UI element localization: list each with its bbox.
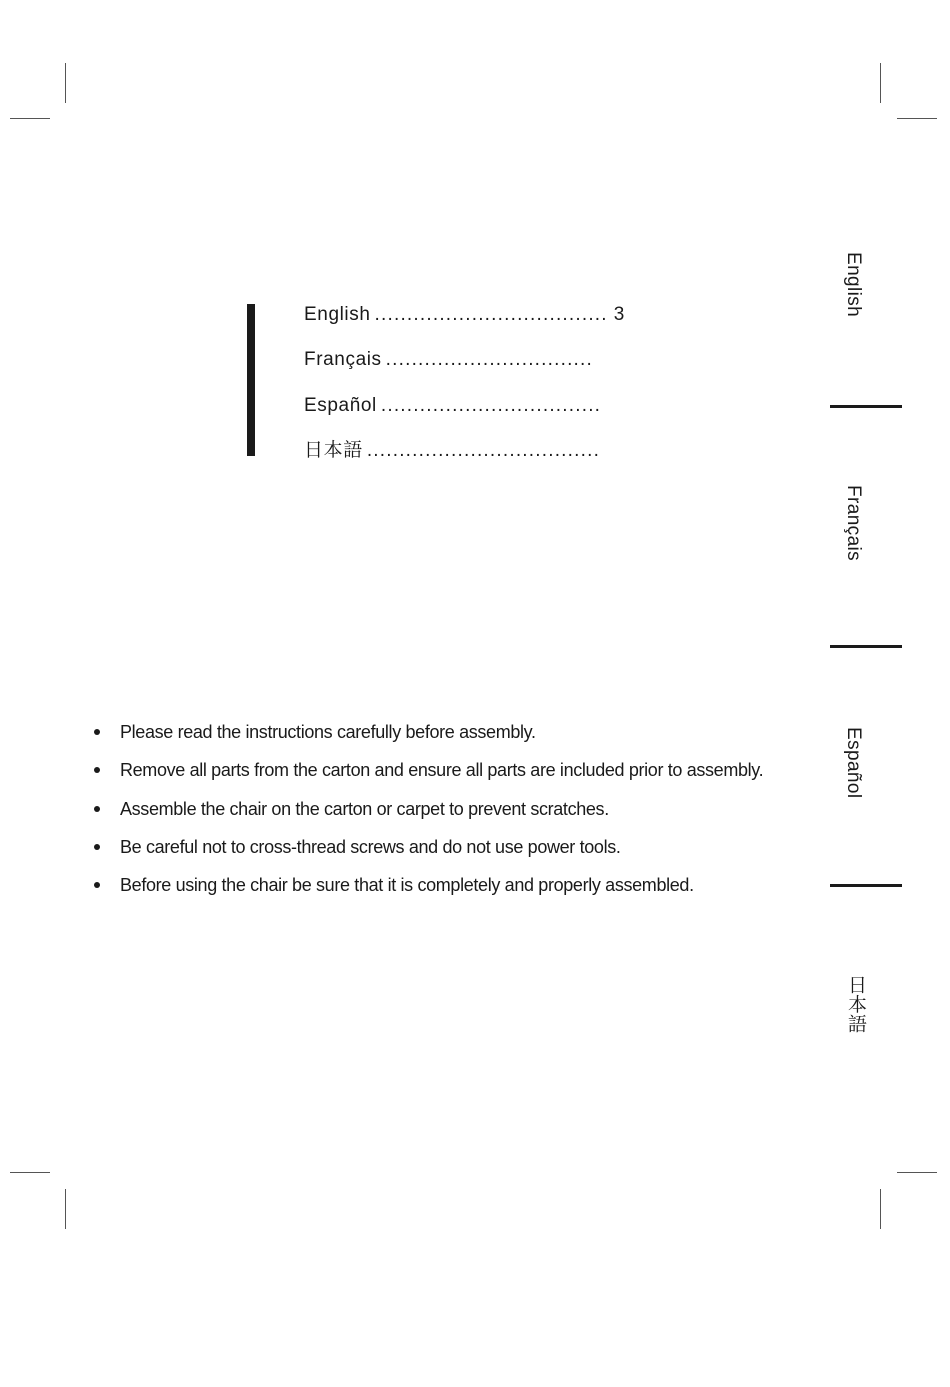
bullet-icon [94,729,100,735]
list-item [92,872,763,910]
toc-entry-leader: .................................... [366,440,601,461]
crop-mark-top-right-vertical [880,63,881,103]
side-tab-english[interactable]: English [843,252,864,318]
toc-entry-label: Français [304,349,382,370]
toc-entry-english[interactable] [304,300,625,326]
side-tab-divider [830,884,902,887]
toc-entry-label: English [304,304,371,325]
toc-entry-leader: .................................... [374,304,608,325]
note-text: Before using the chair be sure that it is completely and properly assembled. [120,875,694,896]
bullet-icon [94,806,100,812]
toc-entry-leader: ................................ [385,349,593,370]
crop-mark-top-left-horizontal [10,118,50,119]
list-item [92,796,763,834]
crop-mark-top-left-vertical [65,63,66,103]
crop-mark-bottom-left-vertical [65,1189,66,1229]
crop-mark-bottom-right-horizontal [897,1172,937,1173]
crop-mark-bottom-left-horizontal [10,1172,50,1173]
note-text: Remove all parts from the carton and ensure all parts are included prior to assembly. [120,760,764,781]
crop-mark-top-right-horizontal [897,118,937,119]
side-tab-francais[interactable]: Français [843,485,864,562]
toc-entry-page: 3 [613,304,625,325]
toc-entry-francais[interactable] [304,345,599,371]
list-item [92,834,763,872]
assembly-notes-list [92,719,763,910]
note-text: Be careful not to cross-thread screws and do not use power tools. [120,836,621,857]
bullet-icon [94,767,100,773]
toc-entry-espanol[interactable] [304,391,607,417]
toc-entry-label: 日本語 [304,440,363,461]
note-text: Assemble the chair on the carton or carpet to prevent scratches. [120,798,609,819]
bullet-icon [94,882,100,888]
note-text: Please read the instructions carefully before assembly. [120,722,536,742]
list-item [92,757,763,795]
side-tab-espanol[interactable]: Español [843,727,864,799]
list-item [92,719,763,757]
toc-entry-label: Español [304,395,377,416]
bullet-icon [94,844,100,850]
toc-entry-leader: .................................. [380,395,602,416]
side-tab-divider [830,405,902,408]
toc-accent-bar [247,304,255,456]
side-tab-japanese[interactable]: 日本語 [845,975,866,1034]
crop-mark-bottom-right-vertical [880,1189,881,1229]
side-tab-divider [830,645,902,648]
toc-entry-japanese[interactable] [304,436,606,462]
